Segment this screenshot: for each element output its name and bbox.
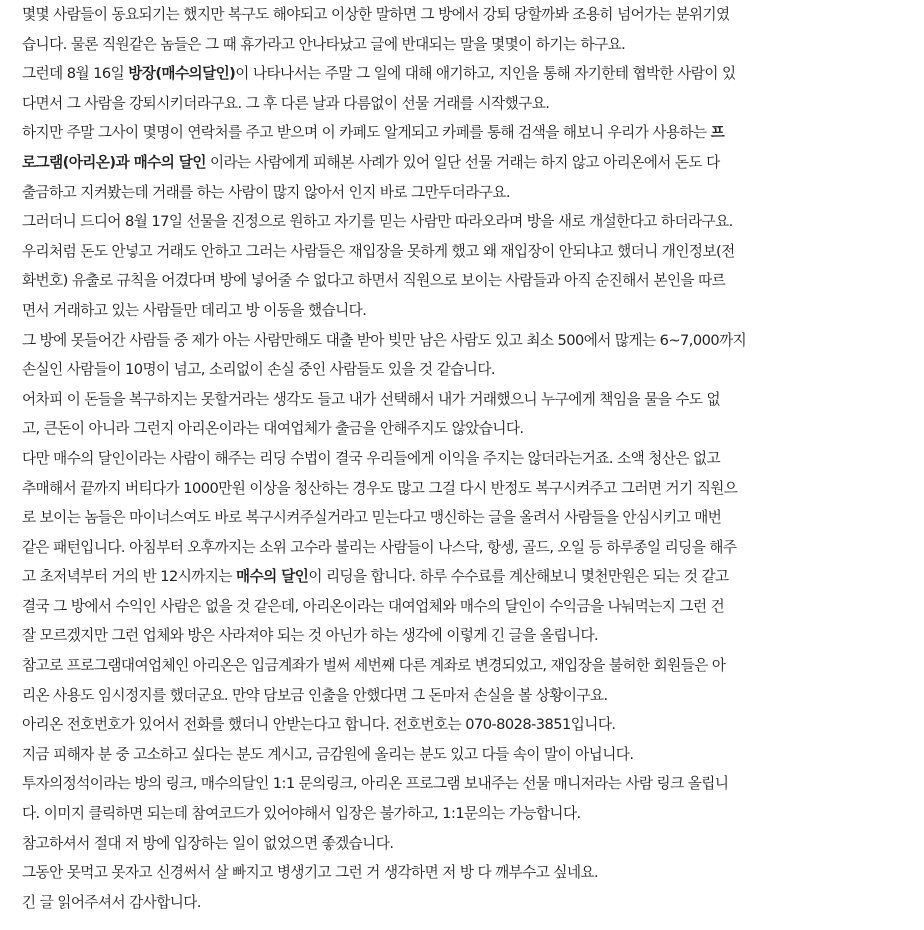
text-segment: 고 초저녁부터 거의 반 12시까지는 [22,568,237,586]
text-line [22,148,897,178]
text-segment: 몇몇 사람들이 동요되기는 했지만 복구도 해야되고 이상한 말하면 그 방에서 강퇴 당할까봐 조용히 넘어가는 분위기였 [22,6,730,23]
text-line [22,710,897,740]
text-line [22,888,897,918]
text-line [22,858,897,888]
text-line [22,355,897,385]
text-segment: 화번호) 유출로 규칙을 어겼다며 방에 넣어줄 수 없다고 하면서 직원으로 보이는 사람들과 아직 순진해서 본인을 따르 [22,272,726,290]
bold-text: 로그램(아리온)과 매수의 달인 [22,153,206,171]
text-line [22,207,897,237]
text-line [22,651,897,681]
text-line [22,296,897,326]
text-segment: 그런데 8월 16일 [22,65,129,83]
text-line [22,621,897,651]
text-line [22,414,897,444]
text-segment: 리온 사용도 임시정지를 했더군요. 만약 담보금 인출을 안했다면 그 돈마저 손실을 볼 상황이구요. [22,686,608,704]
text-line [22,59,897,89]
text-segment: 다면서 그 사람을 강퇴시키더라구요. 그 후 다른 날과 다름없이 선물 거래를 시작했구요. [22,94,550,112]
bold-text: 프 [710,124,725,142]
text-line [22,385,897,415]
text-line [22,474,897,504]
text-line [22,118,897,148]
text-line [22,444,897,474]
text-line [22,89,897,119]
text-line [22,0,897,30]
text-segment: 다. 이미지 클릭하면 되는데 참여코드가 있어야해서 입장은 불가하고, 1:1문의는 가능합니다. [22,805,581,823]
text-line [22,829,897,859]
text-line [22,266,897,296]
text-segment: 다만 매수의 달인이라는 사람이 해주는 리딩 수법이 결국 우리들에게 이익을 주지는 않더라는거죠. 소액 청산은 없고 [22,449,721,467]
post-body [22,0,897,917]
text-segment: 같은 패턴입니다. 아침부터 오후까지는 소위 고수라 불리는 사람들이 나스닥, 항셍, 골드, 오일 등 하루종일 리딩을 해주 [22,538,737,556]
text-segment: 이 나타나서는 주말 그 일에 대해 애기하고, 지인을 통해 자기한테 협박한 사람이 있 [235,65,736,83]
text-segment: 출금하고 지켜봤는데 거래를 하는 사람이 많지 않아서 인지 바로 그만두더라구요. [22,183,510,201]
text-segment: 아리온 전호번호가 있어서 전화를 했더니 안받는다고 합니다. 전호번호는 070-8028-3851입니다. [22,716,616,734]
text-segment: 이라는 사람에게 피해본 사례가 있어 일단 선물 거래는 하지 않고 아리온에서 돈도 다 [205,153,720,171]
text-line [22,562,897,592]
text-segment: 그동안 못먹고 못자고 신경써서 살 빠지고 병생기고 그런 거 생각하면 저 방 다 깨부수고 싶네요. [22,864,599,882]
text-segment: 로 보이는 놈들은 마이너스여도 바로 복구시켜주실거라고 믿는다고 맹신하는 글을 올려서 사람들을 안심시키고 매번 [22,509,722,527]
text-line [22,178,897,208]
text-segment: 그 방에 못들어간 사람들 중 제가 아는 사람만해도 대출 받아 빚만 남은 사람도 있고 최소 500에서 많게는 6~7,000까지 [22,331,747,349]
text-segment: 습니다. 물론 직원같은 놈들은 그 때 휴가라고 안나타났고 글에 반대되는 말을 몇몇이 하기는 하구요. [22,35,626,53]
bold-text: 매수의 달인 [236,568,309,586]
text-segment: 우리처럼 돈도 안넣고 거래도 안하고 그러는 사람들은 재입장을 못하게 했고 왜 재입장이 안되냐고 했더니 개인정보(전 [22,242,735,260]
text-line [22,740,897,770]
text-segment: 잘 모르겠지만 그런 업체와 방은 사라져야 되는 것 아닌가 하는 생각에 이렇게 긴 글을 올립니다. [22,627,599,645]
bold-text: 방장(매수의달인) [128,65,236,83]
text-segment: 고, 큰돈이 아니라 그런지 아리온이라는 대여업체가 출금을 안해주지도 않았습니다. [22,420,524,438]
text-segment: 참고로 프로그램대여업체인 아리온은 입금계좌가 벌써 세번째 다른 계좌로 변경되었고, 재입장을 불허한 회원들은 아 [22,657,726,675]
text-line [22,533,897,563]
text-segment: 이 리딩을 합니다. 하루 수수료를 계산해보니 몇천만원은 되는 것 같고 [308,568,729,586]
text-segment: 지금 피해자 분 중 고소하고 싶다는 분도 계시고, 금감원에 올리는 분도 있고 다들 속이 말이 아닙니다. [22,745,634,763]
text-segment: 추매해서 끝까지 버티다가 1000만원 이상을 청산하는 경우도 많고 그걸 다시 반정도 복구시켜주고 그러면 거기 직원으 [22,479,738,497]
text-segment: 손실인 사람들이 10명이 넘고, 소리없이 손실 중인 사람들도 있을 것 같습니다. [22,361,495,379]
text-line [22,326,897,356]
text-line [22,799,897,829]
text-line [22,681,897,711]
text-line [22,503,897,533]
text-segment: 면서 거래하고 있는 사람들만 데리고 방 이동을 했습니다. [22,301,367,319]
text-segment: 그러더니 드디어 8월 17일 선물을 진정으로 원하고 자기를 믿는 사람만 따라오라며 방을 새로 개설한다고 하더라구요. [22,213,733,231]
text-segment: 긴 글 읽어주셔서 감사합니다. [22,893,201,911]
text-segment: 결국 그 방에서 수익인 사람은 없을 것 같은데, 아리온이라는 대여업체와 매수의 달인이 수익금을 나눠먹는지 그런 건 [22,597,725,615]
text-line [22,769,897,799]
text-line [22,237,897,267]
text-segment: 어차피 이 돈들을 복구하지는 못할거라는 생각도 들고 내가 선택해서 내가 거래했으니 누구에게 책임을 물을 수도 없 [22,390,721,408]
text-segment: 참고하셔서 절대 저 방에 입장하는 일이 없었으면 좋겠습니다. [22,834,394,852]
text-segment: 투자의정석이라는 방의 링크, 매수의달인 1:1 문의링크, 아리온 프로그램 보내주는 선물 매니저라는 사람 링크 올립니 [22,775,729,793]
text-line [22,30,897,60]
text-line [22,592,897,622]
text-segment: 하지만 주말 그사이 몇명이 연락처를 주고 받으며 이 카페도 알게되고 카페를 통해 검색을 해보니 우리가 사용하는 [22,124,711,142]
